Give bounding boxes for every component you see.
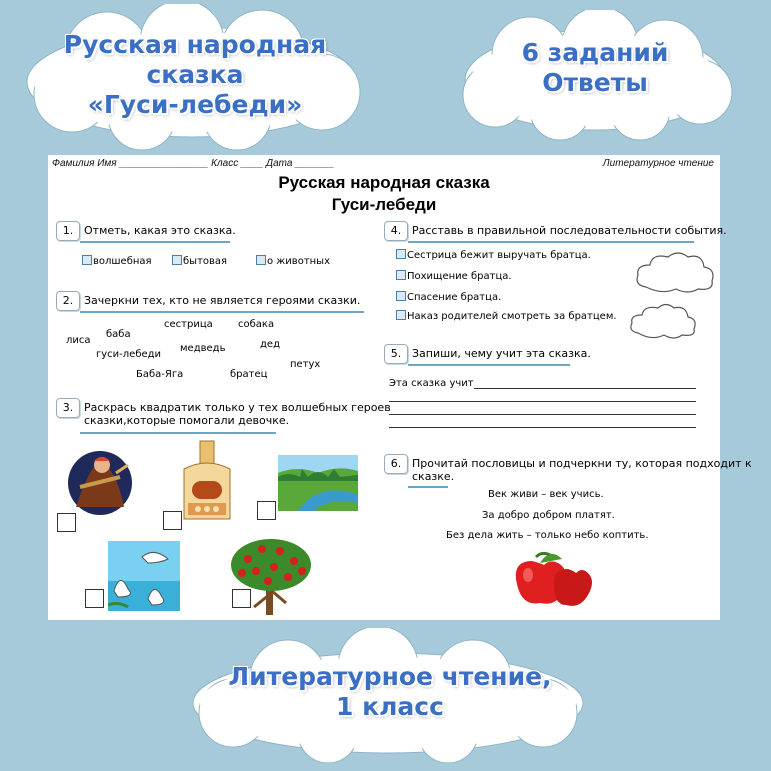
option-bytovaya[interactable]: бытовая <box>172 255 227 267</box>
small-cloud-1 <box>632 249 718 295</box>
checkbox-baba-yaga[interactable] <box>57 513 76 532</box>
cloud-title-line1: Русская народная <box>63 30 327 59</box>
task-underline <box>80 241 230 243</box>
checkbox-stove[interactable] <box>163 511 182 530</box>
word-sobaka[interactable]: собака <box>238 319 275 330</box>
river-image <box>278 455 358 511</box>
cloud-bottom-text <box>200 662 580 722</box>
worksheet-subtitle: Гуси-лебеди <box>331 195 437 214</box>
worksheet <box>48 155 752 620</box>
answers-label: Ответы <box>542 68 648 97</box>
word-petukh[interactable]: петух <box>290 359 321 370</box>
task-1 <box>56 221 356 241</box>
task-text: Отметь, какая это сказка. <box>84 224 236 237</box>
task-underline <box>80 432 276 434</box>
checkbox-river[interactable] <box>257 501 276 520</box>
event-kidnapping[interactable]: Похищение братца. <box>396 270 512 282</box>
checkbox[interactable] <box>172 255 182 265</box>
event-parents-order[interactable]: Наказ родителей смотреть за братцем. <box>396 310 617 322</box>
task-text-line1: Раскрась квадратик только у тех волшебных героев <box>84 401 391 414</box>
task-text-line2: сказки,которые помогали девочке. <box>84 414 290 427</box>
answer-line-1[interactable] <box>474 388 696 389</box>
worksheet-title: Русская народная сказка <box>278 173 490 192</box>
answer-prefix: Эта сказка учит <box>389 378 474 389</box>
word-lisa[interactable]: лиса <box>66 335 91 346</box>
word-baba[interactable]: баба <box>106 329 131 340</box>
event-sister-runs[interactable]: Сестрица бежит выручать братца. <box>396 249 591 261</box>
option-volshebnaya[interactable]: волшебная <box>82 255 152 267</box>
word-medved[interactable]: медведь <box>180 343 226 354</box>
task-text-line1: Прочитай пословицы и подчеркни ту, которая подходит к <box>412 457 752 470</box>
header-name-class-date: Фамилия Имя ________________ Класс ____ Дата _______ <box>52 158 335 169</box>
word-baba-yaga[interactable]: Баба-Яга <box>136 369 184 380</box>
task-2 <box>56 291 361 311</box>
option-o-zhivotnyh[interactable]: о животных <box>256 255 330 267</box>
task-6 <box>384 454 752 483</box>
cloud-top-right-text <box>470 38 720 98</box>
tasks-count: 6 заданий <box>521 38 669 67</box>
proverb-3[interactable]: Без дела жить – только небо коптить. <box>446 530 649 541</box>
task-text-line2: сказке. <box>412 470 455 483</box>
task-underline <box>408 486 448 488</box>
task-number: 2. <box>56 291 80 311</box>
task-number: 4. <box>384 221 408 241</box>
cloud-title-line2: сказка <box>146 60 244 89</box>
baba-yaga-image <box>66 447 136 517</box>
proverb-2[interactable]: За добро добром платят. <box>482 510 615 521</box>
task-3 <box>56 398 391 427</box>
checkbox-apple-tree[interactable] <box>232 589 251 608</box>
apples-image <box>510 549 594 609</box>
word-gusi-lebedi[interactable]: гуси-лебеди <box>96 349 162 360</box>
small-cloud-2 <box>626 301 700 341</box>
checkbox-swans[interactable] <box>85 589 104 608</box>
cloud-title-line3: «Гуси-лебеди» <box>87 90 303 119</box>
swans-image <box>108 541 180 611</box>
stove-image <box>176 439 238 521</box>
checkbox[interactable] <box>256 255 266 265</box>
task-underline <box>408 364 570 366</box>
cloud-top-left-text <box>40 30 350 120</box>
task-text: Расставь в правильной последовательности события. <box>412 224 727 237</box>
task-4 <box>384 221 727 241</box>
task-underline <box>408 241 694 243</box>
word-sestritsa[interactable]: сестрица <box>164 319 213 330</box>
proverb-1[interactable]: Век живи – век учись. <box>488 489 604 500</box>
task-text: Запиши, чему учит эта сказка. <box>412 347 591 360</box>
checkbox[interactable] <box>82 255 92 265</box>
grade-label: 1 класс <box>336 692 444 721</box>
task-number: 3. <box>56 398 80 418</box>
answer-line-3[interactable] <box>389 414 696 415</box>
checkbox[interactable] <box>396 249 406 259</box>
answer-line-2[interactable] <box>389 401 696 402</box>
task-5 <box>384 344 704 364</box>
word-bratets[interactable]: братец <box>230 369 268 380</box>
subject-label: Литературное чтение, <box>228 662 552 691</box>
task-number: 6. <box>384 454 408 474</box>
task-number: 1. <box>56 221 80 241</box>
word-ded[interactable]: дед <box>260 339 280 350</box>
event-rescue[interactable]: Спасение братца. <box>396 291 501 303</box>
checkbox[interactable] <box>396 310 406 320</box>
checkbox[interactable] <box>396 270 406 280</box>
header-subject: Литературное чтение <box>602 158 714 169</box>
task-text: Зачеркни тех, кто не является героями сказки. <box>84 294 361 307</box>
answer-line-4[interactable] <box>389 427 696 428</box>
task-number: 5. <box>384 344 408 364</box>
checkbox[interactable] <box>396 291 406 301</box>
task-underline <box>80 311 364 313</box>
